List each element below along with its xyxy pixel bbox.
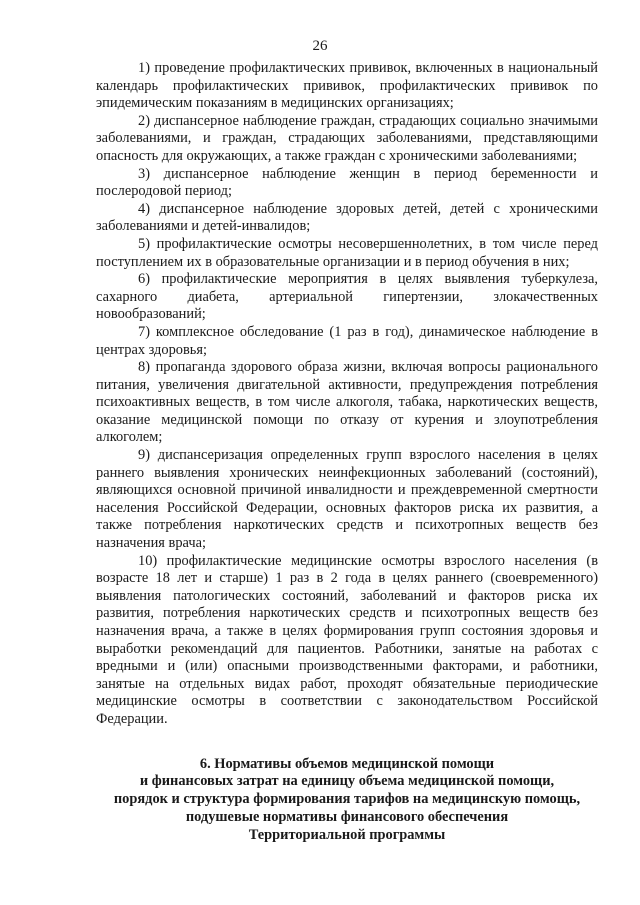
section-heading [96,756,598,845]
list-item-8: 8) пропаганда здорового образа жизни, включая вопросы рационального питания, увеличения двигательной активности, предупреждения потребления психоактивных веществ, в том числе алкоголя, табака, наркотических веществ, оказание медицинской помощи по отказу от курения и злоупотребления алкоголем; [96,359,598,446]
section-heading-line: 6. Нормативы объемов медицинской помощи [199,755,495,772]
list-item-7: 7) комплексное обследование (1 раз в год), динамическое наблюдение в центрах здоровья; [96,323,598,358]
section-heading-line: Территориальной программы [248,826,446,843]
section-heading-line: и финансовых затрат на единицу объема медицинской помощи, [139,773,555,790]
section-heading-line: порядок и структура формирования тарифов на медицинскую помощь, [113,791,581,808]
list-item-9: 9) диспансеризация определенных групп взрослого населения в целях раннего выявления хронических неинфекционных заболеваний (состояний), являющихся основной причиной инвалидности и преждевременной смертности населения Российской Федерации, основных факторов риска их развития, а также потребления наркотических средств и психотропных веществ без назначения врача; [96,447,598,552]
page-number: 26 [312,38,328,54]
list-item-5: 5) профилактические осмотры несовершеннолетних, в том числе перед поступлением их в образовательные организации и в период обучения в них; [96,235,598,270]
list-item-6: 6) профилактические мероприятия в целях выявления туберкулеза, сахарного диабета, артериальной гипертензии, злокачественных новообразований; [96,271,598,323]
list-item-2: 2) диспансерное наблюдение граждан, страдающих социально значимыми заболеваниями, и граждан, страдающих заболеваниями, представляющими опасность для окружающих, а также граждан с хроническими заболеваниями; [96,112,598,164]
document-body [96,60,598,845]
list-item-3: 3) диспансерное наблюдение женщин в период беременности и послеродовой период; [96,165,598,200]
list-item-10: 10) профилактические медицинские осмотры взрослого населения (в возрасте 18 лет и старше) 1 раз в 2 года в целях раннего (своевременного) выявления патологических состояний, заболеваний и факторов риска их развития, потребления наркотических средств и психотропных веществ без назначения врача, а также в целях формирования групп состояния здоровья и выработки рекомендаций для пациентов. Работники, занятые на работах с вредными и (или) опасными производственными факторами, и работники, занятые на отдельных видах работ, проходят обязательные периодические медицинские осмотры в соответствии с законодательством Российской Федерации. [96,552,598,727]
list-item-4: 4) диспансерное наблюдение здоровых детей, детей с хроническими заболеваниями и детей-инвалидов; [96,200,598,235]
section-heading-line: подушевые нормативы финансового обеспечения [185,808,509,825]
list-item-1: 1) проведение профилактических прививок, включенных в национальный календарь профилактических прививок, профилактических прививок по эпидемическим показаниям в медицинских организациях; [96,60,598,112]
